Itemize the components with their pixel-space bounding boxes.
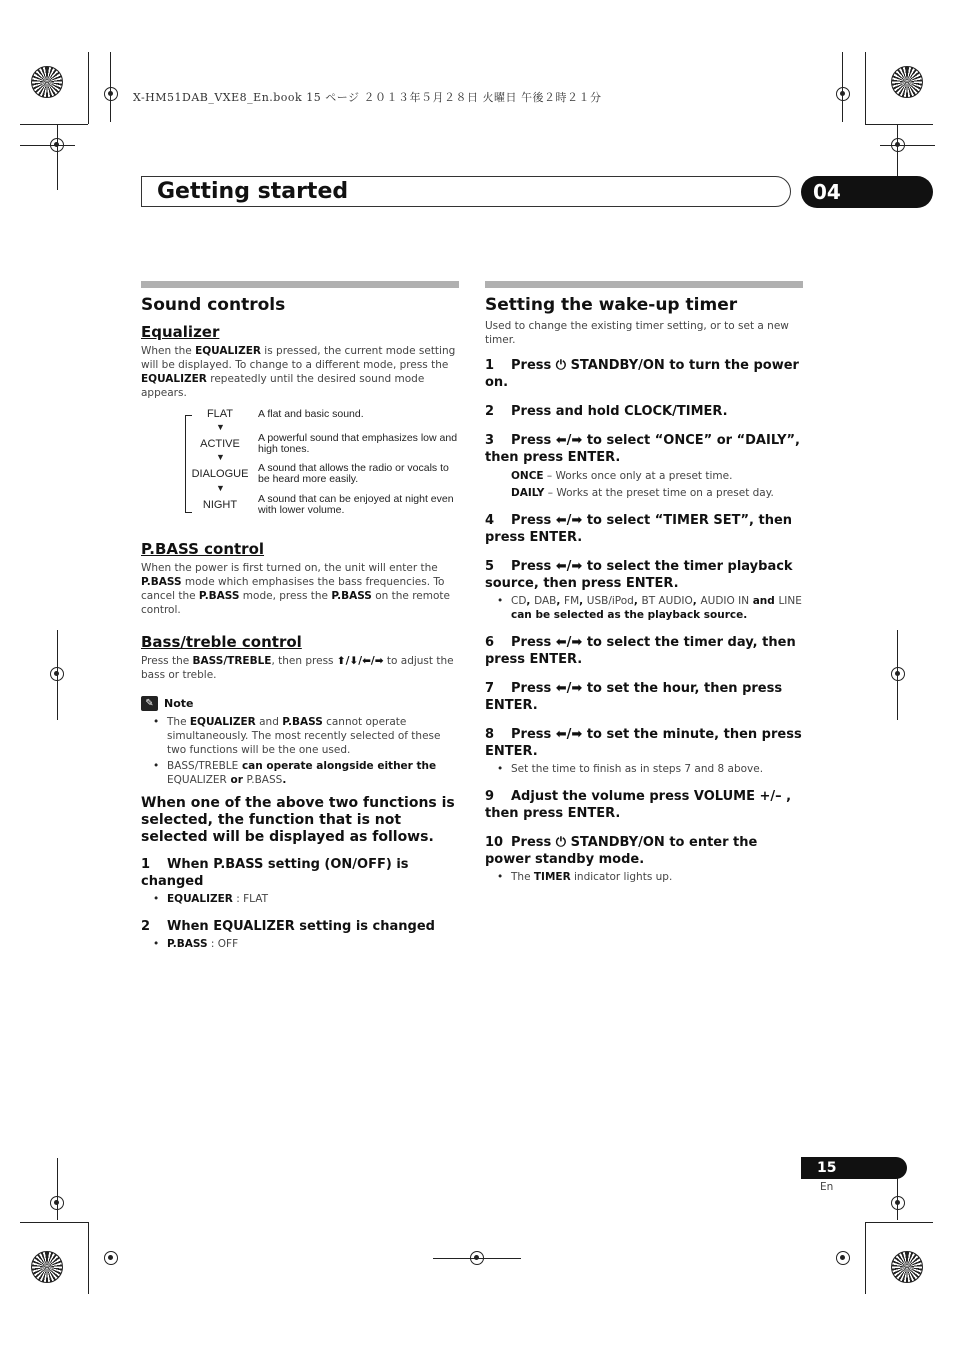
crop-line (57, 124, 58, 190)
timer-intro: Used to change the existing timer setting, or to set a new timer. (485, 320, 789, 346)
page-number: 15 (801, 1157, 907, 1179)
crop-line (865, 124, 933, 125)
crosshair-target (891, 1196, 905, 1210)
timer-step: 7 Press ⬅/➡ to set the hour, then press ENTER. (485, 681, 783, 713)
step-bullet: • CD, DAB, FM, USB/iPod, BT AUDIO, AUDIO IN and LINE can be selected as the playback source. (495, 594, 803, 622)
crop-line (842, 52, 843, 122)
step-bullets (495, 870, 803, 884)
timer-step: 10 Press ⏻ STANDBY/ON to enter the power standby mode. (485, 835, 758, 867)
subheading-equalizer: Equalizer (141, 323, 220, 341)
step-sub: ONCE – Works once only at a preset time. (511, 470, 733, 482)
note-pencil-icon: ✎ (141, 696, 158, 711)
bass-treble-text: Press the BASS/TREBLE, then press ⬆/⬇/⬅/➡ to adjust the bass or treble. (141, 655, 454, 681)
mode-desc: A powerful sound that emphasizes low and high tones. (258, 432, 458, 455)
step-bullets (495, 762, 803, 776)
print-header: X-HM51DAB_VXE8_En.book 15 ページ ２０１３年５月２８日 火曜日 午後２時２１分 (133, 91, 602, 104)
crosshair-target (104, 87, 118, 101)
timer-step: 3 Press ⬅/➡ to select “ONCE” or “DAILY”, then press ENTER. (485, 433, 800, 465)
left-column (141, 281, 459, 953)
note-item: • BASS/TREBLE can operate alongside either the EQUALIZER or P.BASS. (151, 759, 459, 787)
mode-name: NIGHT (202, 499, 238, 511)
equalizer-text: When the EQUALIZER is pressed, the current mode setting will be displayed. To change to a different mode, press the EQUALIZER repeatedly until the desired sound mode appears. (141, 345, 456, 399)
step-bullet: • P.BASS : OFF (151, 937, 459, 951)
crop-line (57, 630, 58, 720)
timer-step: 8 Press ⬅/➡ to set the minute, then press ENTER. (485, 727, 802, 759)
function-note-heading: When one of the above two functions is selected, the function that is not selected will be displayed as follows. (141, 795, 455, 845)
chapter-title: Getting started (157, 179, 349, 204)
crop-line (20, 124, 88, 125)
crop-line (865, 1222, 866, 1294)
step-bullets (151, 937, 459, 951)
step-bullets (151, 892, 459, 906)
arrow-down-icon: ▼ (216, 452, 225, 462)
section-rule (141, 281, 459, 288)
crop-line (110, 52, 111, 122)
crosshair-target (891, 667, 905, 681)
step-number: 2 (141, 919, 151, 934)
section-rule (485, 281, 803, 288)
left-step (141, 856, 459, 890)
registration-burst-tr (891, 66, 923, 98)
crosshair-target (104, 1251, 118, 1265)
note-item: • The EQUALIZER and P.BASS cannot operate simultaneously. The most recently selected of these two functions will be the one used. (151, 715, 459, 757)
registration-burst-bl (31, 1251, 63, 1283)
step-bullet: • Set the time to finish as in steps 7 and 8 above. (495, 762, 803, 776)
mode-desc: A sound that allows the radio or vocals to be heard more easily. (258, 462, 449, 485)
timer-step: 9 Adjust the volume press VOLUME +/– , then press ENTER. (485, 789, 792, 821)
registration-burst-tl (31, 66, 63, 98)
crop-line (20, 1222, 88, 1223)
note-label: Note (164, 697, 194, 710)
timer-step: 5 Press ⬅/➡ to select the timer playback source, then press ENTER. (485, 559, 793, 591)
step-text: When P.BASS setting (ON/OFF) is changed (141, 857, 409, 889)
mode-name: ACTIVE (200, 438, 240, 450)
note-list (151, 715, 459, 787)
mode-name: DIALOGUE (191, 468, 249, 480)
arrow-down-icon: ▼ (216, 422, 225, 432)
crop-line (88, 1222, 89, 1294)
right-column (485, 281, 803, 886)
crop-line (57, 1158, 58, 1220)
timer-step: 2 Press and hold CLOCK/TIMER. (485, 404, 728, 419)
timer-step: 1 Press ⏻ STANDBY/ON to turn the power on. (485, 358, 799, 390)
step-bullet: • The TIMER indicator lights up. (495, 870, 803, 884)
crop-line (865, 1222, 933, 1223)
section-heading-sound-controls: Sound controls (141, 295, 286, 315)
crop-line (433, 1258, 521, 1259)
left-step (141, 918, 459, 935)
crop-line (88, 52, 89, 124)
step-bullet: • EQUALIZER : FLAT (151, 892, 459, 906)
note-header (141, 696, 459, 711)
step-bullets (495, 594, 803, 622)
section-heading-wake-up-timer: Setting the wake-up timer (485, 295, 738, 315)
crosshair-target (836, 87, 850, 101)
subheading-bass-treble: Bass/treble control (141, 633, 302, 651)
equalizer-mode-cycle (141, 408, 459, 528)
arrow-down-icon: ▼ (216, 483, 225, 493)
mode-name: FLAT (206, 408, 234, 420)
crosshair-target (836, 1251, 850, 1265)
step-number: 1 (141, 857, 151, 872)
page-language: En (820, 1181, 834, 1193)
timer-step: 6 Press ⬅/➡ to select the timer day, then press ENTER. (485, 635, 796, 667)
crop-line (897, 630, 898, 720)
subheading-pbass: P.BASS control (141, 540, 265, 558)
chapter-number: 04 (801, 176, 933, 208)
crop-line (865, 52, 866, 124)
registration-burst-br (891, 1251, 923, 1283)
pbass-text: When the power is first turned on, the unit will enter the P.BASS mode which emphasises the bass frequencies. To cancel the P.BASS mode, press the P.BASS on the remote control. (141, 562, 450, 616)
mode-desc: A sound that can be enjoyed at night even with lower volume. (258, 493, 454, 516)
step-sub: DAILY – Works at the preset time on a preset day. (511, 487, 774, 499)
step-text: When EQUALIZER setting is changed (167, 919, 435, 934)
mode-desc: A flat and basic sound. (258, 408, 364, 420)
crop-line (20, 145, 75, 146)
crop-line (880, 145, 935, 146)
timer-step: 4 Press ⬅/➡ to select “TIMER SET”, then press ENTER. (485, 513, 793, 545)
